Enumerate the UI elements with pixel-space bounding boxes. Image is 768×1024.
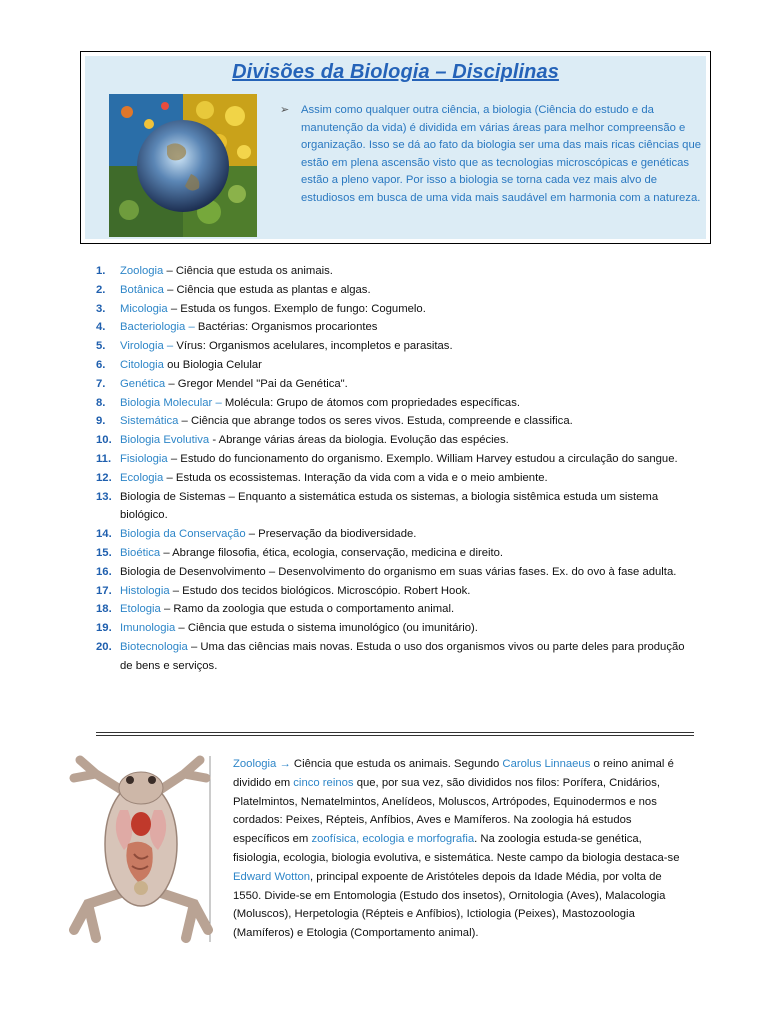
zoology-fields-text: zoofísica, ecologia e morfografia xyxy=(311,833,475,846)
discipline-term: Biologia Evolutiva xyxy=(120,434,210,447)
item-number: 9. xyxy=(96,415,106,428)
intro-paragraph xyxy=(280,102,711,208)
list-item xyxy=(96,356,696,375)
discipline-description: Vírus: Organismos acelulares, incompletos e parasitas. xyxy=(173,340,453,353)
divider xyxy=(96,732,694,733)
discipline-description: – Estudo dos tecidos biológicos. Microscópio. Robert Hook. xyxy=(169,584,471,597)
discipline-term: Micologia xyxy=(120,302,168,315)
discipline-term: Sistemática xyxy=(120,415,179,428)
item-number: 1. xyxy=(96,265,106,277)
item-number: 2. xyxy=(96,283,106,296)
discipline-term: Etologia xyxy=(120,603,161,616)
header-box xyxy=(80,51,711,244)
discipline-description: Bactérias: Organismos procariontes xyxy=(194,321,378,334)
discipline-term: Biotecnologia xyxy=(120,640,188,653)
zoology-paragraph xyxy=(233,755,691,943)
zoology-text-5: , principal expoente de Aristóteles depois da Idade Média, por volta de 1550. Divide-se em Entomologia (Estudo dos insetos), Ornitologia (Aves), Malacologia (Moluscos), Herpetologia (Répteis e Anfíbios), Ictiologia (Peixes), Mastozoologia (Mamíferos) e Etologia (Comportamento animal). xyxy=(233,870,666,940)
discipline-description: – Ramo da zoologia que estuda o comportamento animal. xyxy=(160,603,455,616)
discipline-description: – Preservação da biodiversidade. xyxy=(245,528,417,541)
discipline-description: – Ciência que estuda os animais. xyxy=(163,265,333,277)
discipline-term: Biologia Molecular – xyxy=(120,396,222,409)
discipline-term: Imunologia xyxy=(120,622,176,635)
linnaeus-link-text: Carolus Linnaeus xyxy=(502,758,591,770)
list-item xyxy=(96,488,696,526)
discipline-description: Biologia de Sistemas – Enquanto a sistemática estuda os sistemas, a biologia sistêmica estuda um sistema biológico. xyxy=(120,490,659,522)
item-number: 20. xyxy=(96,640,112,653)
zoology-heading: Zoologia → xyxy=(233,758,291,770)
list-item xyxy=(96,544,696,563)
header-panel xyxy=(85,56,706,239)
item-number: 4. xyxy=(96,321,106,334)
discipline-term: Bacteriologia – xyxy=(120,321,195,334)
list-item xyxy=(96,394,696,413)
zoology-text-2: o reino animal é dividido em xyxy=(233,758,674,789)
discipline-description: – Estudo do funcionamento do organismo. Exemplo. William Harvey estudou a circulação do sangue. xyxy=(167,452,678,465)
item-number: 12. xyxy=(96,471,112,484)
zoology-text-3: que, por sua vez, são divididos nos filos: Porífera, Cnidários, Platelmintos, Nematelmintos, Anelídeos, Moluscos, Artrópodes, Equinodermos e nos cordados: Peixes, Répteis, Anfíbios, Aves e Mamíferos. Na zoologia há estudos específicos em xyxy=(233,776,660,846)
item-number: 3. xyxy=(96,302,106,315)
discipline-term: Histologia xyxy=(120,584,170,597)
discipline-description: – Ciência que abrange todos os seres vivos. Estuda, compreende e classifica. xyxy=(178,415,573,428)
discipline-term: Ecologia xyxy=(120,471,164,484)
list-item xyxy=(96,638,696,676)
divider xyxy=(96,735,694,736)
item-number: 16. xyxy=(96,565,112,578)
biology-collage-image xyxy=(109,94,257,237)
discipline-description: – Abrange filosofia, ética, ecologia, conservação, medicina e direito. xyxy=(160,546,504,559)
frog-anatomy-illustration xyxy=(68,754,214,944)
discipline-description: – Estuda os fungos. Exemplo de fungo: Cogumelo. xyxy=(167,302,426,315)
item-number: 17. xyxy=(96,584,112,597)
list-item xyxy=(96,600,696,619)
list-item xyxy=(96,450,696,469)
discipline-description: – Ciência que estuda o sistema imunológico (ou imunitário). xyxy=(175,622,478,635)
list-item xyxy=(96,469,696,488)
list-item xyxy=(96,337,696,356)
item-number: 6. xyxy=(96,358,106,371)
discipline-description: – Uma das ciências mais novas. Estuda o uso dos organismos vivos ou parte deles para produção de bens e serviços. xyxy=(120,640,685,672)
list-item xyxy=(96,300,696,319)
discipline-term: Virologia – xyxy=(120,340,174,353)
discipline-description: – Gregor Mendel "Pai da Genética". xyxy=(165,377,348,390)
item-number: 8. xyxy=(96,396,106,409)
list-item xyxy=(96,262,696,281)
item-number: 5. xyxy=(96,340,106,353)
wotton-text: Edward Wotton xyxy=(233,870,311,883)
arrow-bullet-icon: ➢ xyxy=(280,104,290,116)
intro-text: Assim como qualquer outra ciência, a biologia (Ciência do estudo e da manutenção da vida) é dividida em várias áreas para melhor compreensão e organização. Isso se dá ao fato da biologia ser uma das mais ricas ciências que estão em plena ascensão visto que as tecnologias microscópicas e genéticas estão a pleno vapor. Por isso a biologia se torna cada vez mais alvo de estudiosos em busca de uma vida mais saudável em harmonia com a natureza. xyxy=(301,104,702,204)
discipline-term: Biologia da Conservação xyxy=(120,528,246,541)
discipline-term: Bioética xyxy=(120,546,161,559)
discipline-term: Fisiologia xyxy=(120,452,168,465)
list-item xyxy=(96,318,696,337)
list-item xyxy=(96,563,696,582)
discipline-term: Botânica xyxy=(120,283,164,296)
list-item xyxy=(96,582,696,601)
zoology-text-4: . Na zoologia estuda-se genética, fisiologia, ecologia, biologia evolutiva, e sistemática. Neste campo da biologia destaca-se xyxy=(233,833,680,864)
list-item xyxy=(96,281,696,300)
item-number: 7. xyxy=(96,377,106,390)
item-number: 13. xyxy=(96,490,112,503)
discipline-description: ou Biologia Celular xyxy=(163,358,262,371)
item-number: 19. xyxy=(96,622,112,635)
cinco-reinos-text: cinco reinos xyxy=(293,776,354,789)
list-item xyxy=(96,431,696,450)
item-number: 11. xyxy=(96,452,112,465)
list-item xyxy=(96,375,696,394)
list-item xyxy=(96,412,696,431)
discipline-description: - Abrange várias áreas da biologia. Evolução das espécies. xyxy=(209,434,509,447)
discipline-term: Genética xyxy=(120,377,166,390)
list-item xyxy=(96,619,696,638)
item-number: 10. xyxy=(96,434,112,447)
list-item xyxy=(96,525,696,544)
discipline-description: – Estuda os ecossistemas. Interação da vida com a vida e o meio ambiente. xyxy=(163,471,548,484)
page-title: Divisões da Biologia – Disciplinas xyxy=(232,61,559,83)
item-number: 14. xyxy=(96,528,112,541)
discipline-description: Biologia de Desenvolvimento – Desenvolvimento do organismo em suas várias fases. Ex. do ovo à fase adulta. xyxy=(120,565,677,578)
discipline-description: – Ciência que estuda as plantas e algas. xyxy=(163,283,371,296)
item-number: 18. xyxy=(96,603,112,616)
discipline-term: Zoologia xyxy=(120,265,164,277)
discipline-term: Citologia xyxy=(120,358,164,371)
item-number: 15. xyxy=(96,546,112,559)
discipline-description: Molécula: Grupo de átomos com propriedades específicas. xyxy=(221,396,520,409)
disciplines-list xyxy=(96,262,696,676)
zoology-text-1: Ciência que estuda os animais. Segundo xyxy=(290,758,503,770)
